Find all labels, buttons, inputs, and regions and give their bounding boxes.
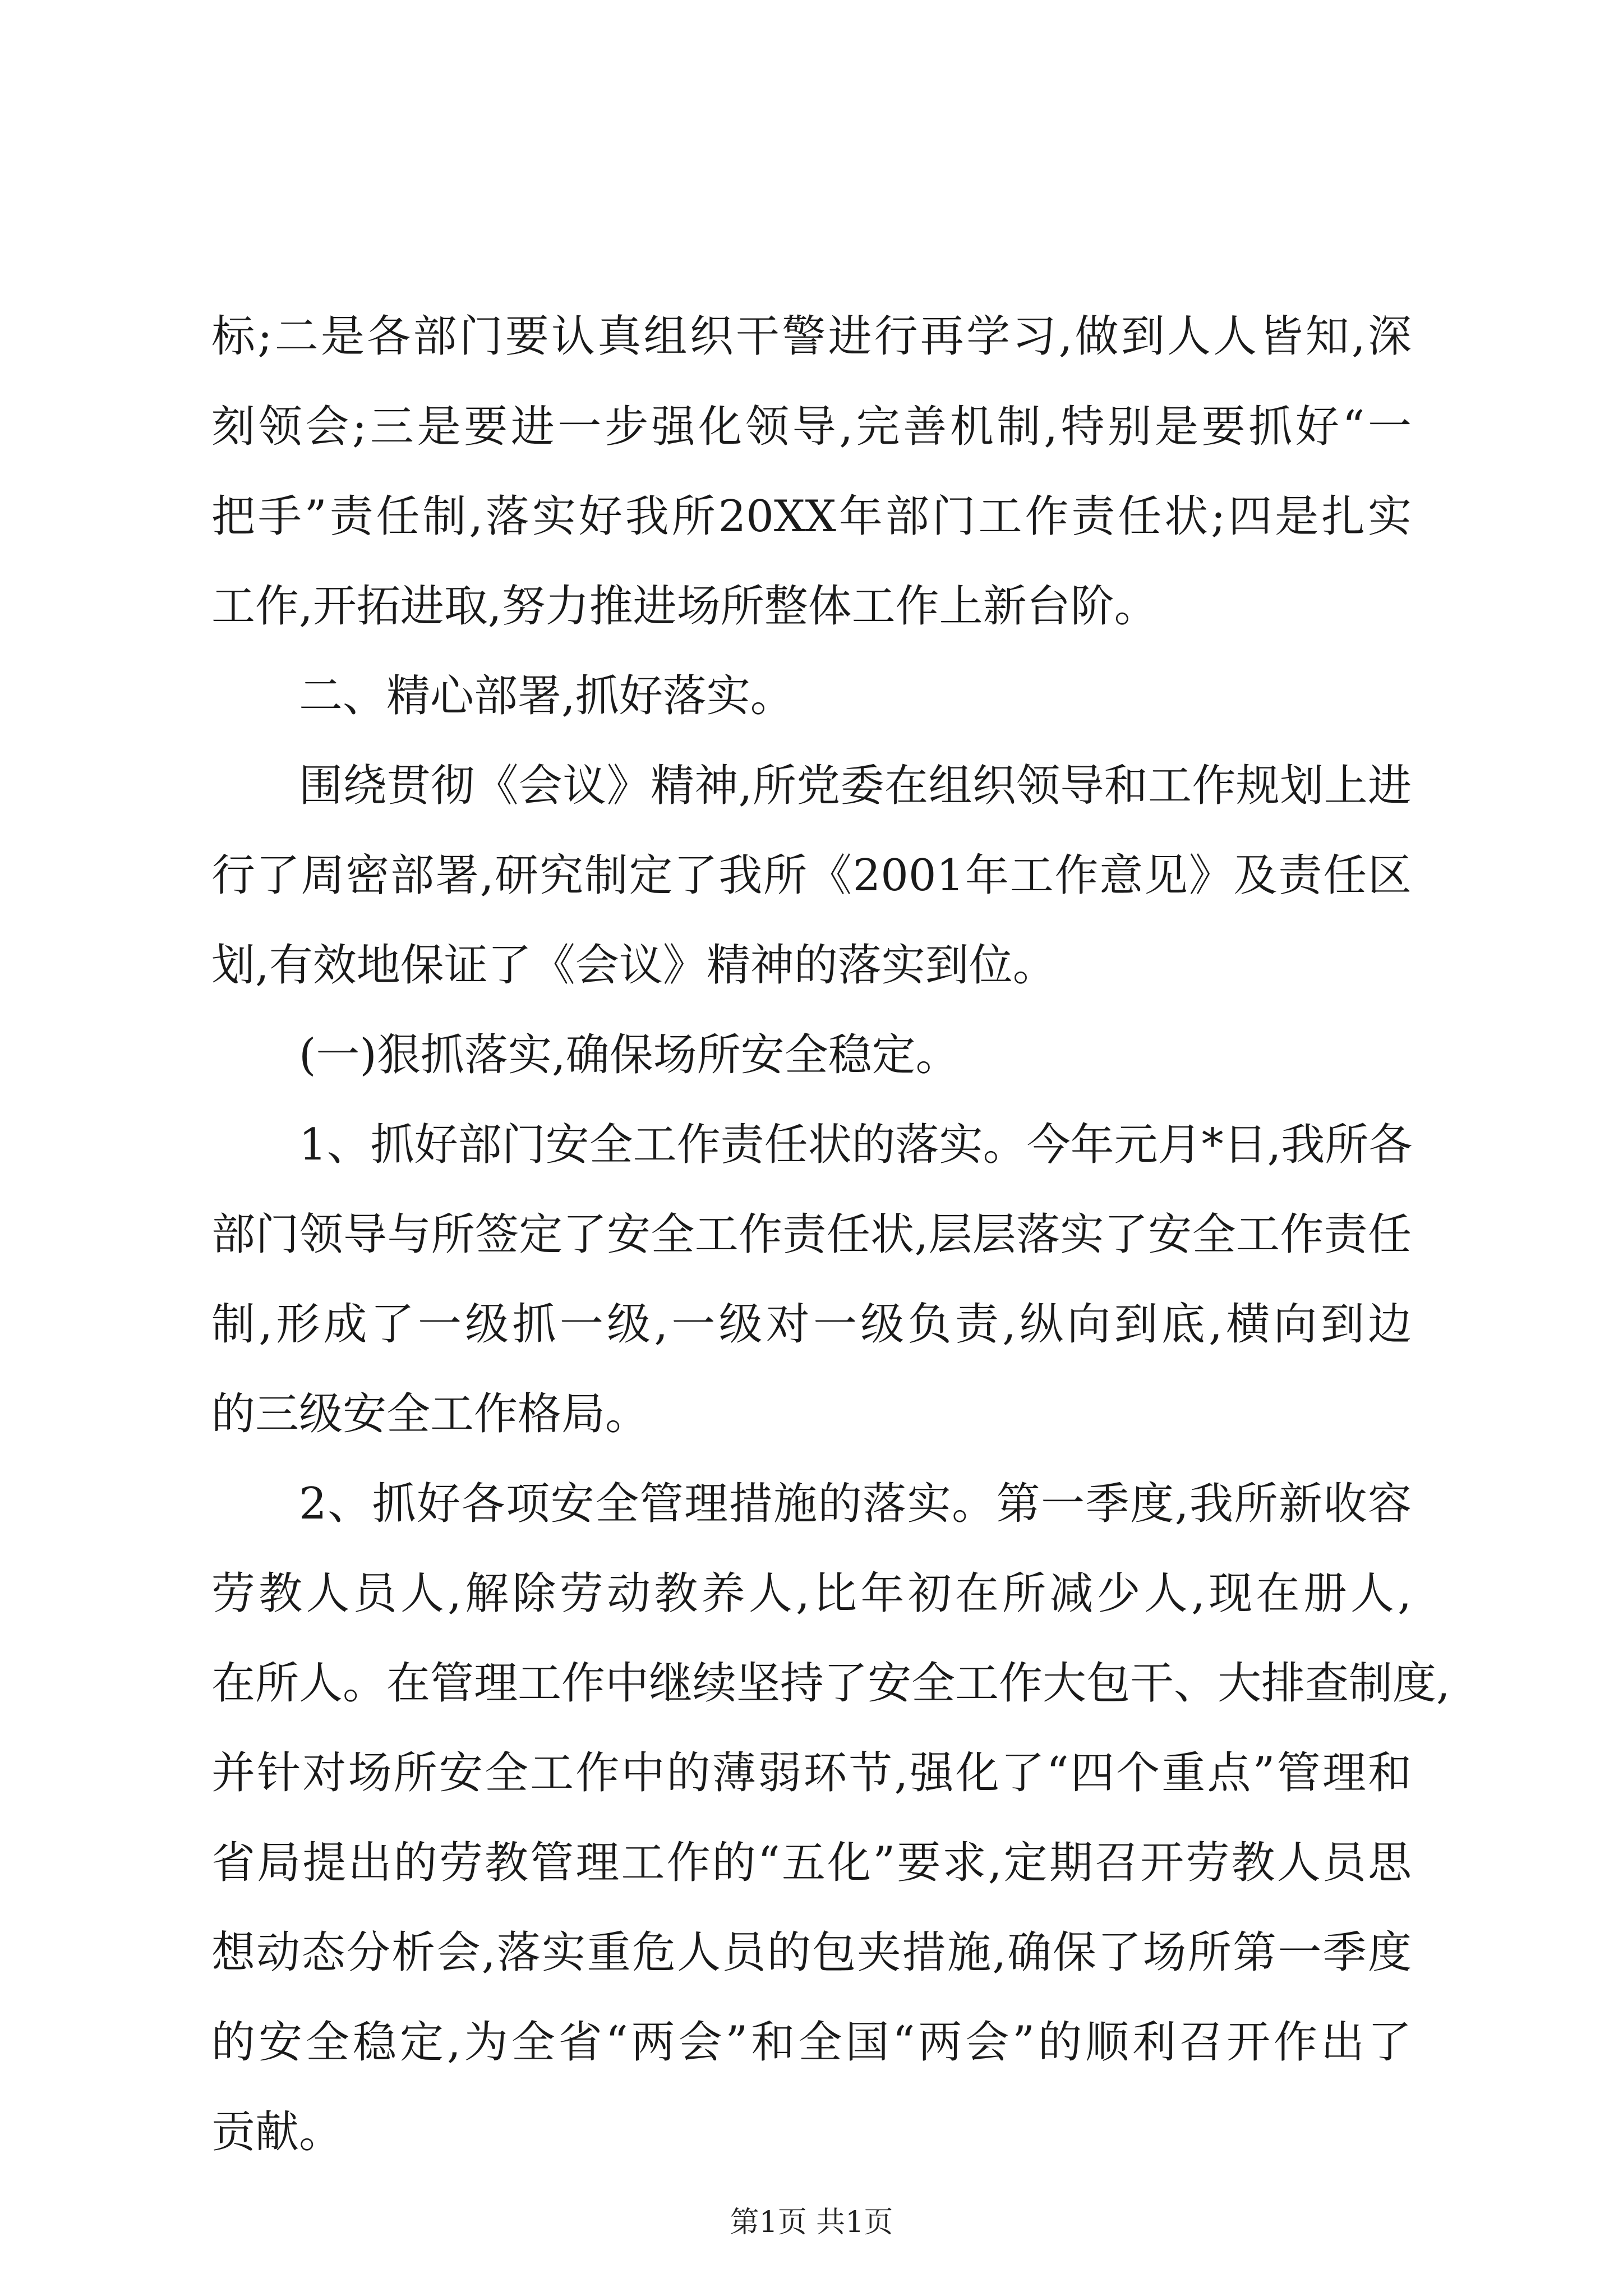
section-heading: 二、精心部署,抓好落实。: [299, 671, 794, 721]
text-line: 劳教人员人,解除劳动教养人,比年初在所减少人,现在册人,: [211, 1568, 1412, 1619]
paragraph-first-line: 2、抓好各项安全管理措施的落实。第一季度,我所新收容: [299, 1479, 1412, 1529]
subsection-heading: (一)狠抓落实,确保场所安全稳定。: [299, 1030, 960, 1080]
paragraph-first-line: 围绕贯彻《会议》精神,所党委在组织领导和工作规划上进: [299, 761, 1412, 811]
text-line: 划,有效地保证了《会议》精神的落实到位。: [211, 940, 1057, 991]
text-line: 贡献。: [211, 2107, 343, 2157]
paragraph-first-line: 1、抓好部门安全工作责任状的落实。今年元月*日,我所各: [299, 1120, 1413, 1170]
text-line: 并针对场所安全工作中的薄弱环节,强化了“四个重点”管理和: [211, 1748, 1412, 1798]
text-line: 在所人。在管理工作中继续坚持了安全工作大包干、大排查制度,: [211, 1658, 1450, 1709]
text-line: 行了周密部署,研究制定了我所《2001年工作意见》及责任区: [211, 850, 1412, 901]
text-line: 想动态分析会,落实重危人员的包夹措施,确保了场所第一季度: [211, 1927, 1412, 1978]
text-line: 的三级安全工作格局。: [211, 1389, 649, 1439]
text-line: 标;二是各部门要认真组织干警进行再学习,做到人人皆知,深: [211, 311, 1412, 362]
text-line: 制,形成了一级抓一级,一级对一级负责,纵向到底,横向到边: [211, 1299, 1412, 1350]
text-line: 省局提出的劳教管理工作的“五化”要求,定期召开劳教人员思: [211, 1838, 1412, 1888]
text-line: 把手”责任制,落实好我所20XX年部门工作责任状;四是扎实: [211, 491, 1412, 542]
text-line: 刻领会;三是要进一步强化领导,完善机制,特别是要抓好“一: [211, 402, 1412, 452]
page-number-footer: 第1页 共1页: [730, 2206, 893, 2239]
text-line: 部门领导与所签定了安全工作责任状,层层落实了安全工作责任: [211, 1209, 1412, 1260]
text-line: 的安全稳定,为全省“两会”和全国“两会”的顺利召开作出了: [211, 2017, 1412, 2068]
text-line: 工作,开拓进取,努力推进场所整体工作上新台阶。: [211, 581, 1158, 632]
